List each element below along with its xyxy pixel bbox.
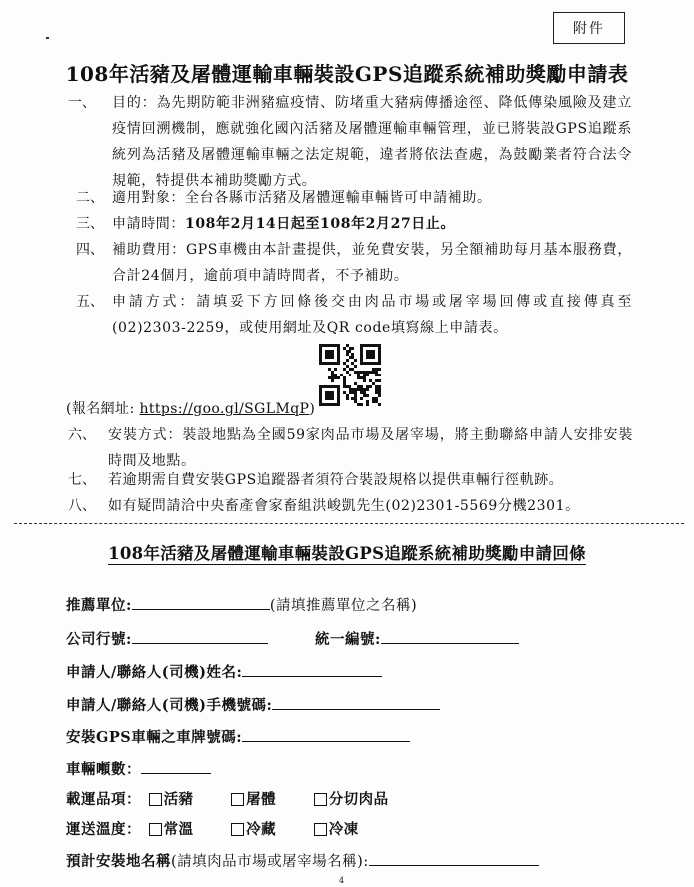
recommend-unit-row — [66, 594, 417, 615]
temperature-row — [66, 818, 359, 839]
checkbox-icon[interactable] — [314, 823, 327, 836]
checkbox-icon[interactable] — [231, 823, 244, 836]
option-label: 常溫 — [163, 821, 194, 838]
install-location-note: (請填肉品市場或屠宰場名稱): — [171, 854, 369, 870]
reply-form-title-text: 108年活豬及屠體運輸車輛裝設GPS追蹤系統補助獎勵申請回條 — [108, 544, 586, 563]
checkbox-icon[interactable] — [231, 793, 244, 806]
page-title: 108年活豬及屠體運輸車輛裝設GPS追蹤系統補助獎勵申請表 — [65, 62, 629, 86]
section-number: 七、 — [68, 472, 96, 488]
section-number: 一、 — [68, 95, 96, 111]
section-text: 申請方式：請填妥下方回條後交由肉品市場或屠宰場回傳或直接傳真至(02)2303-2259，或使用網址及QR code填寫線上申請表。 — [112, 294, 632, 336]
section-4 — [0, 237, 694, 289]
qr-code-icon[interactable] — [319, 344, 381, 406]
option-label: 冷凍 — [328, 821, 359, 838]
section-text: 適用對象：全台各縣市活豬及屠體運輸車輛皆可申請補助。 — [112, 190, 492, 206]
company-label: 公司行號: — [66, 631, 132, 648]
applicant-name-field[interactable] — [242, 662, 382, 677]
tax-id-label: 統一編號: — [315, 631, 381, 648]
section-text: 安裝方式：裝設地點為全國59家肉品市場及屠宰場，將主動聯絡申請人安排安裝時間及地點。 — [108, 427, 633, 469]
recommend-unit-label: 推薦單位: — [66, 597, 132, 614]
section-text: 若逾期需自費安裝GPS追蹤器者須符合裝設規格以提供車輛行徑軌跡。 — [108, 472, 564, 488]
applicant-phone-row — [66, 694, 440, 715]
section-text — [112, 211, 632, 237]
section-5 — [0, 289, 694, 341]
section-prefix: 申請時間： — [112, 216, 185, 232]
option-label: 屠體 — [246, 791, 277, 808]
temperature-label: 運送溫度： — [66, 821, 141, 838]
registration-url-link[interactable]: https://goo.gl/SGLMqP — [139, 401, 310, 417]
cargo-option-live-pig[interactable] — [147, 788, 194, 809]
tax-id-row — [315, 628, 519, 649]
tonnage-label: 車輛噸數： — [66, 761, 141, 778]
install-location-row — [66, 850, 539, 871]
section-number: 二、 — [76, 190, 104, 206]
checkbox-icon[interactable] — [149, 793, 162, 806]
option-label: 冷藏 — [246, 821, 277, 838]
section-number: 六、 — [68, 427, 96, 443]
plate-label: 安裝GPS車輛之車牌號碼: — [66, 729, 243, 746]
recommend-unit-field[interactable] — [132, 595, 270, 610]
temp-option-chilled[interactable] — [229, 818, 276, 839]
applicant-phone-field[interactable] — [272, 695, 440, 710]
tax-id-field[interactable] — [381, 629, 519, 644]
scan-mark — [46, 37, 49, 39]
temp-option-frozen[interactable] — [312, 818, 359, 839]
section-text: 目的：為先期防範非洲豬瘟疫情、防堵重大豬病傳播途徑、降低傳染風險及建立疫情回溯機制，應就強化國內活豬及屠體運輸車輛管理，並已將裝設GPS追蹤系統列為活豬及屠體運輸車輛之法定規範，違者將依法查處，為鼓勵業者符合法令規範，特提供本補助獎勵方式。 — [112, 95, 632, 189]
cut-line-divider — [14, 523, 684, 524]
install-location-label: 預計安裝地名稱 — [66, 853, 171, 870]
applicant-name-row — [66, 661, 382, 682]
recommend-unit-note: (請填推薦單位之名稱) — [269, 598, 418, 614]
applicant-name-label: 申請人/聯絡人(司機)姓名: — [66, 664, 243, 681]
registration-url-line — [66, 396, 315, 422]
page-number: 4 — [339, 876, 345, 885]
cargo-option-carcass[interactable] — [229, 788, 276, 809]
install-location-field[interactable] — [369, 851, 539, 866]
reply-form-title — [0, 540, 694, 564]
cargo-option-cut-meat[interactable] — [312, 788, 389, 809]
company-field[interactable] — [132, 629, 268, 644]
plate-row — [66, 726, 410, 747]
temp-option-ambient[interactable] — [147, 818, 194, 839]
section-text: 如有疑問請洽中央畜產會家畜組洪峻凱先生(02)2301-5569分機2301。 — [108, 498, 580, 514]
applicant-phone-label: 申請人/聯絡人(司機)手機號碼: — [66, 697, 273, 714]
cargo-label: 載運品項： — [66, 791, 141, 808]
company-row — [66, 628, 268, 649]
plate-field[interactable] — [242, 727, 410, 742]
tonnage-field[interactable] — [141, 759, 211, 774]
cargo-row — [66, 788, 389, 809]
section-number: 三、 — [76, 216, 104, 232]
section-1 — [0, 90, 694, 200]
checkbox-icon[interactable] — [149, 823, 162, 836]
section-text: 補助費用：GPS車機由本計畫提供，並免費安裝，另全額補助每月基本服務費，合計24個月，逾前項申請時間者，不予補助。 — [112, 242, 632, 284]
attachment-label: 附件 — [553, 12, 625, 44]
option-label: 分切肉品 — [328, 791, 389, 808]
tonnage-row — [66, 758, 211, 779]
checkbox-icon[interactable] — [314, 793, 327, 806]
url-suffix: ) — [309, 401, 316, 417]
url-prefix: (報名網址: — [66, 401, 140, 417]
option-label: 活豬 — [163, 791, 194, 808]
section-number: 八、 — [68, 498, 96, 514]
section-number: 四、 — [76, 242, 104, 258]
section-number: 五、 — [76, 294, 104, 310]
application-period: 108年2月14日起至108年2月27日止。 — [185, 216, 456, 232]
